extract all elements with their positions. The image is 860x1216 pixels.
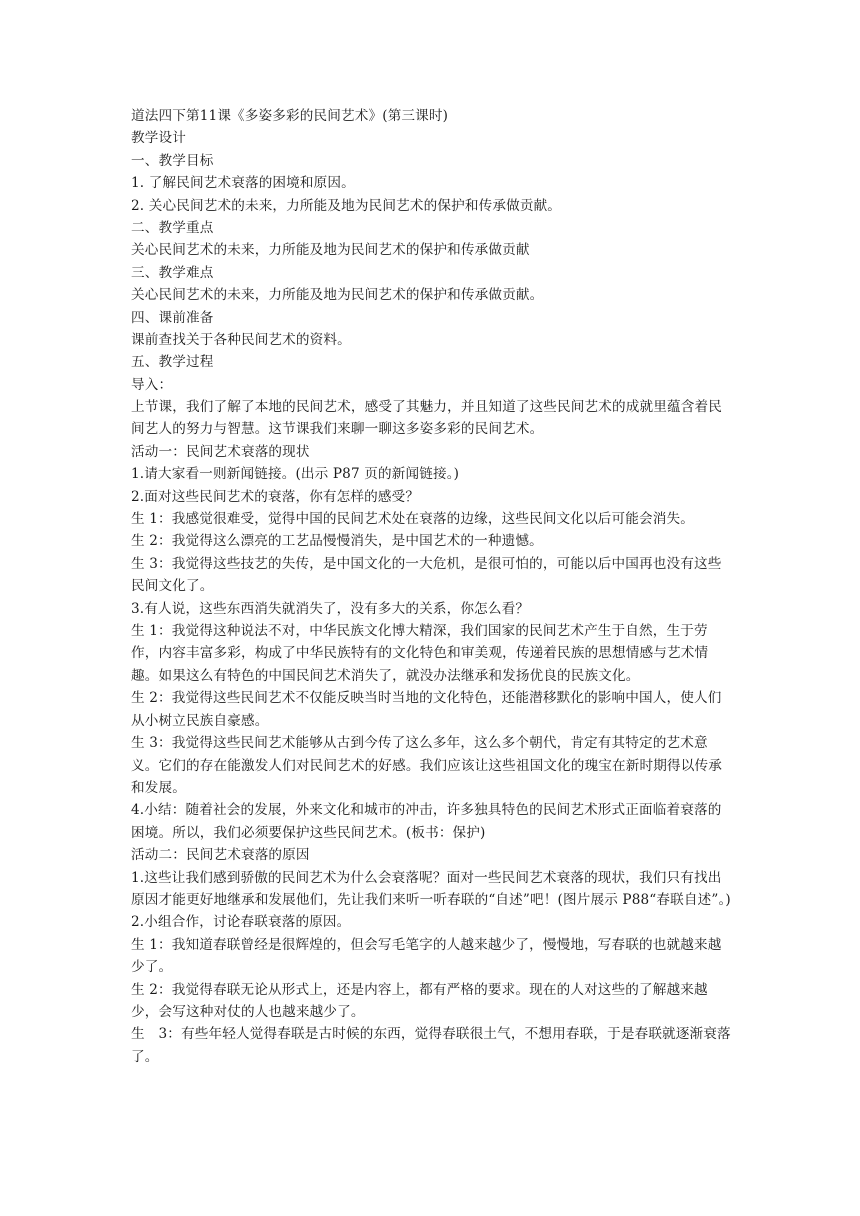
student-answer: 生 3：我觉得这些民间艺术能够从古到今传了这么多年，这么多个朝代，肯定有其特定的艺术意义。它们的存在能激发人们对民间艺术的好感。我们应该让这些祖国文化的瑰宝在新时期得以传承和发展。	[131, 735, 722, 796]
intro-paragraph: 上节课，我们了解了本地的民间艺术，感受了其魅力，并且知道了这些民间艺术的成就里蕴含着民间艺人的努力与智慧。这节课我们来聊一聊这多姿多彩的民间艺术。	[131, 399, 722, 438]
question-item: 1.这些让我们感到骄傲的民间艺术为什么会衰落呢？面对一些民间艺术衰落的现状，我们只有找出原因才能更好地继承和发展他们，先让我们来听一听春联的“自述”吧！(图片展示 P88“春联自述”。)	[131, 869, 731, 908]
summary-item: 4.小结：随着社会的发展，外来文化和城市的冲击，许多独具特色的民间艺术形式正面临着衰落的困境。所以，我们必须要保护这些民间艺术。(板书：保护)	[131, 802, 722, 841]
question-item: 2.面对这些民间艺术的衰落，你有怎样的感受？	[131, 488, 420, 505]
goal-item: 2. 关心民间艺术的未来，力所能及地为民间艺术的保护和传承做贡献。	[131, 197, 562, 214]
document-title: 道法四下第11课《多姿多彩的民间艺术》(第三课时)	[131, 108, 449, 124]
goals-heading: 一、教学目标	[131, 152, 214, 169]
student-answer: 生 2：我觉得春联无论从形式上，还是内容上，都有严格的要求。现在的人对这些的了解越来越少，会写这种对仗的人也越来越少了。	[131, 981, 708, 1020]
preparation-text: 课前查找关于各种民间艺术的资料。	[131, 331, 351, 348]
document-body	[131, 105, 731, 1068]
difficulty-heading: 三、教学难点	[131, 264, 214, 281]
activity-one-heading: 活动一：民间艺术衰落的现状	[131, 443, 310, 460]
key-points-heading: 二、教学重点	[131, 219, 214, 236]
student-answer: 生 1：我知道春联曾经是很辉煌的，但会写毛笔字的人越来越少了，慢慢地，写春联的也就越来越少了。	[131, 936, 722, 976]
goal-item: 1. 了解民间艺术衰落的困境和原因。	[131, 175, 355, 192]
difficulty-text: 关心民间艺术的未来，力所能及地为民间艺术的保护和传承做贡献。	[131, 287, 544, 304]
student-answer: 生 3：有些年轻人觉得春联是古时候的东西，觉得春联很土气，不想用春联，于是春联就逐渐衰落了。	[131, 1026, 731, 1065]
question-item: 1.请大家看一则新闻链接。(出示 P87 页的新闻链接。)	[131, 466, 460, 483]
intro-label: 导入：	[131, 376, 173, 393]
student-answer: 生 2：我觉得这么漂亮的工艺品慢慢消失，是中国艺术的一种遗憾。	[131, 533, 543, 550]
activity-two-heading: 活动二：民间艺术衰落的原因	[131, 847, 310, 864]
student-answer: 生 1：我觉得这种说法不对，中华民族文化博大精深，我们国家的民间艺术产生于自然，生于劳作，内容丰富多彩，构成了中华民族特有的文化特色和审美观，传递着民族的思想情感与艺术情趣。如果这么有特色的中国民间艺术消失了，就没办法继承和发扬优良的民族文化。	[131, 623, 709, 684]
question-item: 3.有人说，这些东西消失就消失了，没有多大的关系，你怎么看？	[131, 600, 530, 617]
question-item: 2.小组合作，讨论春联衰落的原因。	[131, 914, 351, 931]
key-points-text: 关心民间艺术的未来，力所能及地为民间艺术的保护和传承做贡献	[131, 242, 530, 259]
student-answer: 生 1：我感觉很难受，觉得中国的民间艺术处在衰落的边缘，这些民间文化以后可能会消失。	[131, 511, 695, 528]
document-subtitle: 教学设计	[131, 130, 186, 147]
process-heading: 五、教学过程	[131, 354, 214, 371]
preparation-heading: 四、课前准备	[131, 309, 214, 326]
student-answer: 生 2：我觉得这些民间艺术不仅能反映当时当地的文化特色，还能潜移默化的影响中国人，使人们从小树立民族自豪感。	[131, 690, 722, 729]
student-answer: 生 3：我觉得这些技艺的失传，是中国文化的一大危机，是很可怕的，可能以后中国再也没有这些民间文化了。	[131, 555, 722, 595]
